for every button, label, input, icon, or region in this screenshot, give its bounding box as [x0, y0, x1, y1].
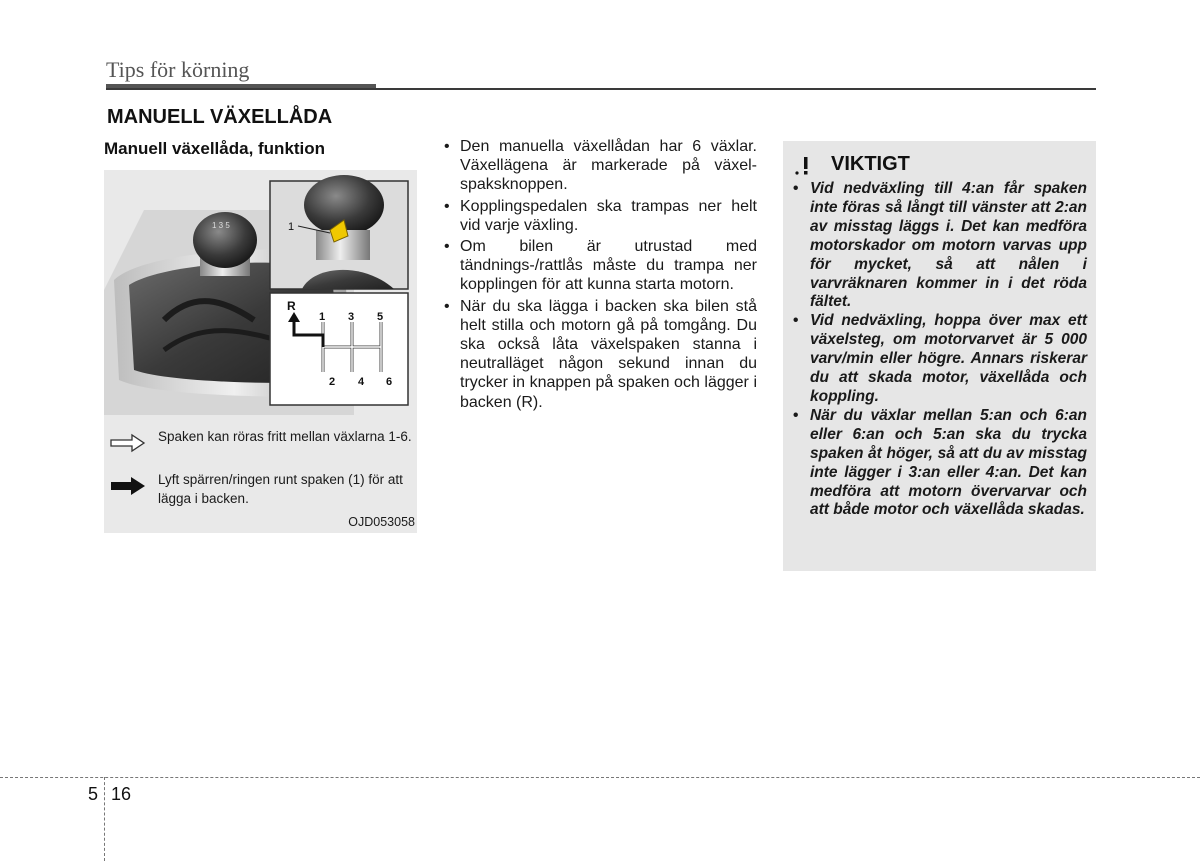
warning-box: [783, 141, 1096, 571]
solid-arrow-icon: [110, 476, 146, 496]
gear-shift-figure: [104, 170, 417, 533]
warning-list: [791, 180, 1087, 520]
list-item: • Vid nedväxling, hoppa över max ett växelsteg, om motorvarvet är 5 000 varv/min eller högre. Annars riskerar du att skada motor, växellåda och koppling.: [791, 312, 1087, 407]
outline-arrow-icon: [110, 433, 146, 453]
chapter-number: 5: [88, 784, 99, 804]
svg-text:1 3 5: 1 3 5: [212, 221, 230, 230]
section-title: MANUELL VÄXELLÅDA: [107, 106, 333, 128]
callout-number: 1: [288, 221, 295, 233]
instruction-list: [441, 137, 757, 414]
gear-shift-illustration: [104, 170, 417, 415]
gear-label-5: 5: [377, 311, 384, 323]
running-header: Tips för körning: [106, 57, 250, 82]
list-item: • Kopplingspedalen ska trampas ner helt vid varje växling.: [441, 197, 757, 235]
list-item: • När du ska lägga i backen ska bilen stå helt stilla och motorn gå på tomgång. Du ska också låta växelspaken stanna i neutralläget någon sekund innan du trycker in knappen på spaken och lägger i backen (R).: [441, 297, 757, 412]
list-item: • Vid nedväxling till 4:an får spaken inte föras så långt till vänster att 2:an av misstag läggs i. Det kan medföra motorskador om motorn varvas upp för mycket, så att nålen i varvräknaren kommer in i det röda fältet.: [791, 180, 1087, 312]
warning-icon: [793, 154, 819, 178]
legend-text-reverse: Lyft spärren/ringen runt spaken (1) för att lägga i backen.: [158, 472, 403, 506]
gear-label-4: 4: [358, 376, 365, 388]
page-number: 16: [111, 784, 132, 804]
header-rule: [106, 88, 1096, 90]
gear-label-r: R: [287, 299, 296, 313]
list-item: • Den manuella växellådan har 6 växlar. Växellägena är markerade på växel-spaksknoppen.: [441, 137, 757, 195]
gear-label-2: 2: [329, 376, 336, 388]
gear-label-3: 3: [348, 311, 355, 323]
section-subtitle: Manuell växellåda, funktion: [104, 139, 326, 158]
gear-label-1: 1: [319, 311, 326, 323]
list-item: • Om bilen är utrustad med tändnings-/rattlås måste du trampa ner kopplingen för att kunna starta motorn.: [441, 237, 757, 295]
gear-label-6: 6: [386, 376, 393, 388]
figure-code: OJD053058: [348, 515, 415, 529]
footer-rule: [0, 777, 1200, 778]
list-item: • När du växlar mellan 5:an och 6:an eller 6:an och 5:an ska du trycka spaken åt höger, så att du av misstag inte lägger i 3:an eller 4:an. Det kan medföra att motorn övervarvar och att både motor och växellåda skadas.: [791, 407, 1087, 520]
footer-divider: [104, 777, 105, 861]
legend-text-free: Spaken kan röras fritt mellan växlarna 1-6.: [158, 429, 412, 444]
warning-title-text: VIKTIGT: [831, 153, 910, 175]
